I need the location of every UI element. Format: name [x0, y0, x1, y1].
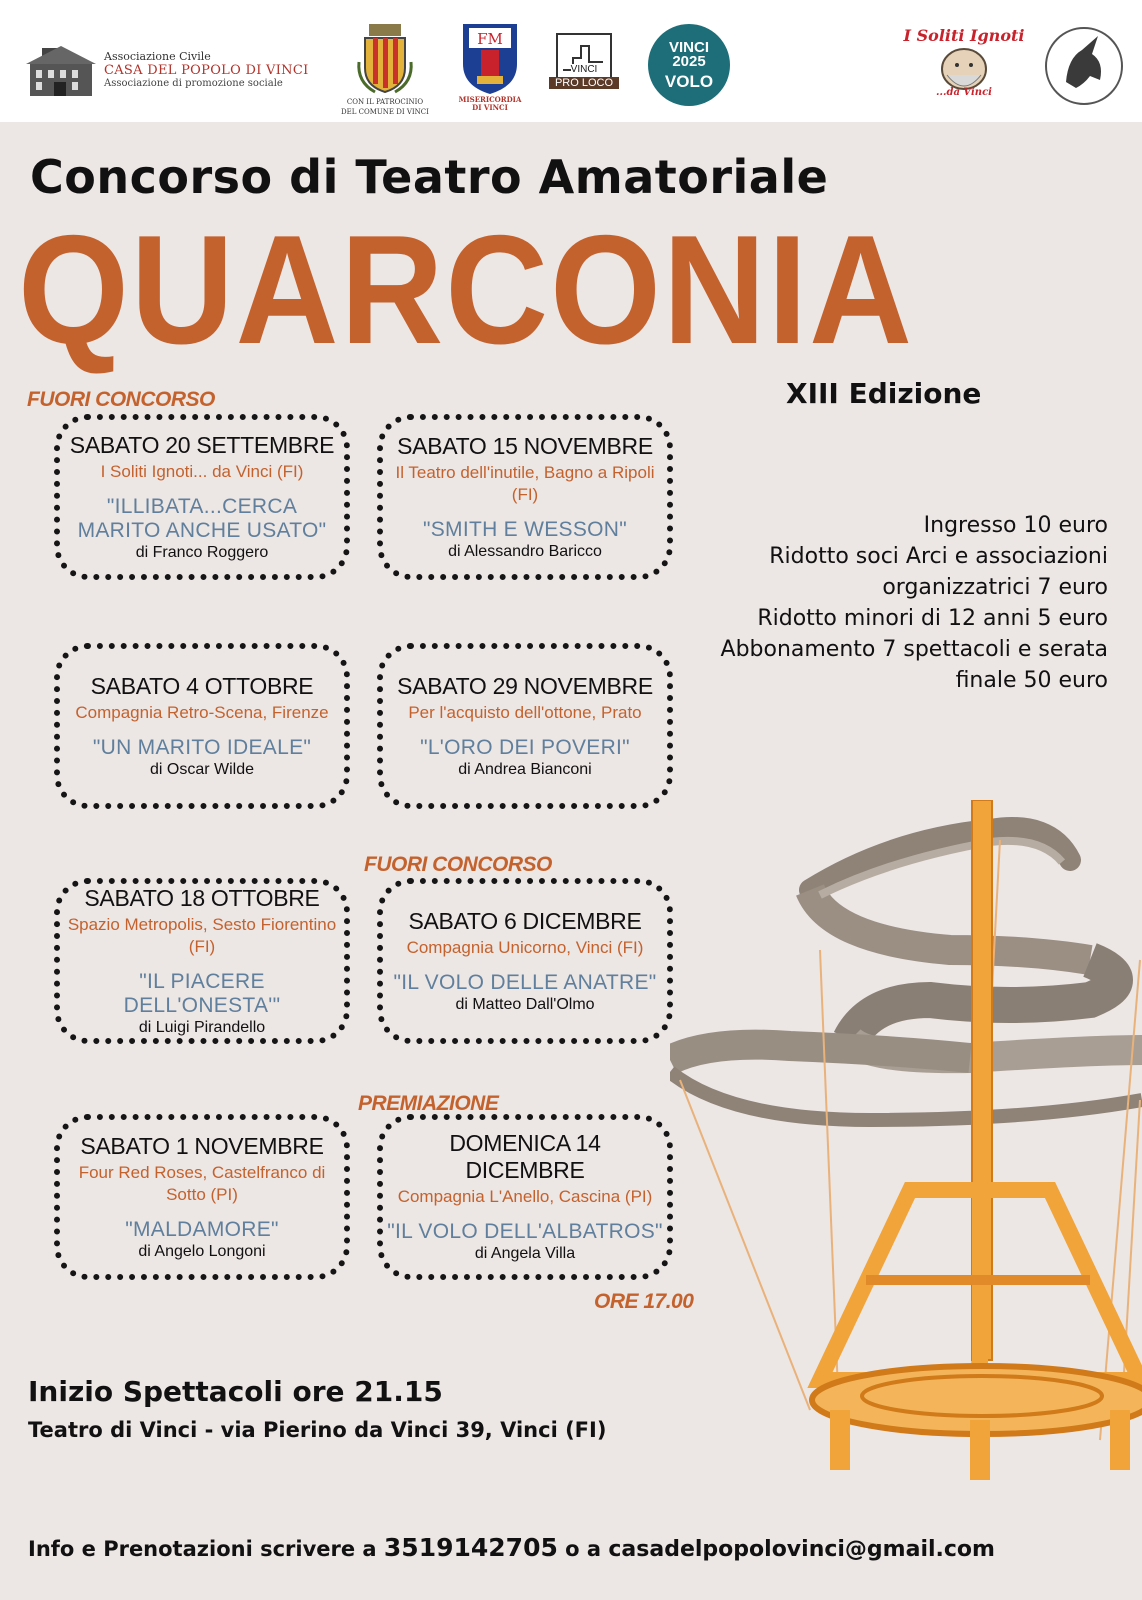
- unicorn-icon: [1042, 24, 1126, 108]
- show-play-title: "IL PIACERE DELL'ONESTA'": [123, 969, 281, 1017]
- phone-number[interactable]: 3519142705: [383, 1533, 558, 1562]
- comune-caption-1: CON IL PATROCINIO: [346, 98, 424, 106]
- price-line: Abbonamento 7 spettacoli e serata: [720, 637, 1108, 662]
- vinci2025-line1: VINCI: [668, 39, 709, 56]
- price-line: organizzatrici 7 euro: [882, 575, 1108, 600]
- casa-del-popolo-logo: [26, 40, 309, 98]
- info-line: [28, 1533, 995, 1562]
- show-play-title: "MALDAMORE": [125, 1217, 279, 1241]
- show-company: Per l'acquisto dell'ottone, Prato: [408, 702, 642, 722]
- tag-ore-17: ORE 17.00: [594, 1290, 694, 1313]
- assoc-line1: Associazione Civile: [104, 49, 211, 63]
- show-company: Four Red Roses, Castelfranco di Sotto (PI): [78, 1162, 326, 1204]
- show-card: [377, 1114, 673, 1280]
- pro-loco-logo: [546, 32, 622, 89]
- info-mid: o a: [557, 1537, 609, 1561]
- show-author: di Luigi Pirandello: [138, 1018, 266, 1036]
- show-author: di Angelo Longoni: [138, 1242, 266, 1260]
- page-title: QUARCONIA: [18, 203, 914, 376]
- show-play-title: "L'ORO DEI POVERI": [420, 735, 630, 759]
- show-author: di Matteo Dall'Olmo: [455, 995, 595, 1013]
- show-date: DOMENICA 14 DICEMBRE: [449, 1130, 601, 1183]
- leonardo-face-icon: [929, 45, 999, 91]
- pro-loco-caption: PRO LOCO: [549, 77, 619, 89]
- aerial-screw-illustration: [670, 800, 1142, 1600]
- comune-caption-2: DEL COMUNE DI VINCI: [341, 108, 429, 116]
- show-author: di Andrea Bianconi: [458, 760, 592, 778]
- show-play-title: "IL VOLO DELLE ANATRE": [393, 970, 657, 994]
- helix-blade: [670, 828, 1142, 1120]
- show-card: [54, 878, 350, 1044]
- assoc-line3: Associazione di promozione sociale: [104, 77, 283, 89]
- show-card: [377, 643, 673, 809]
- show-play-title: "ILLIBATA...CERCA MARITO ANCHE USATO": [77, 494, 327, 542]
- misericordia-caption-2: DI VINCI: [472, 103, 508, 112]
- logo-bar: [0, 0, 1142, 122]
- show-company: Il Teatro dell'inutile, Bagno a Ripoli (FI): [395, 462, 655, 504]
- soliti-title: I Soliti Ignoti: [903, 26, 1025, 45]
- show-play-title: "IL VOLO DELL'ALBATROS": [387, 1220, 663, 1243]
- show-card: [54, 1114, 350, 1280]
- soliti-ignoti-logo: [898, 26, 1030, 98]
- pro-loco-top: VINCI: [570, 64, 598, 75]
- show-card: [54, 643, 350, 809]
- tag-fuori-concorso-2: FUORI CONCORSO: [364, 853, 552, 876]
- show-date: SABATO 29 NOVEMBRE: [397, 672, 653, 699]
- show-date: SABATO 4 OTTOBRE: [90, 672, 314, 699]
- show-author: di Alessandro Baricco: [448, 542, 602, 560]
- show-date: SABATO 15 NOVEMBRE: [397, 432, 653, 459]
- show-company: Compagnia L'Anello, Cascina (PI): [397, 1187, 653, 1206]
- venue-address: Teatro di Vinci - via Pierino da Vinci 39, Vinci (FI): [28, 1418, 607, 1442]
- show-card: [377, 414, 673, 580]
- show-date: SABATO 6 DICEMBRE: [408, 907, 642, 934]
- price-line: Ingresso 10 euro: [923, 513, 1108, 538]
- show-play-title: "UN MARITO IDEALE": [92, 735, 312, 759]
- show-start-time: Inizio Spettacoli ore 21.15: [28, 1375, 443, 1408]
- show-author: di Oscar Wilde: [149, 760, 255, 778]
- coat-of-arms-icon: [355, 22, 415, 96]
- price-line: Ridotto minori di 12 anni 5 euro: [757, 606, 1108, 631]
- price-line: Ridotto soci Arci e associazioni: [769, 544, 1108, 569]
- wooden-base: [812, 1190, 1142, 1480]
- show-card: [377, 878, 673, 1044]
- show-author: di Franco Roggero: [135, 543, 269, 561]
- soliti-sub: ...da Vinci: [936, 87, 992, 98]
- show-date: SABATO 1 NOVEMBRE: [80, 1132, 324, 1159]
- edition-label: XIII Edizione: [786, 377, 982, 410]
- show-company: I Soliti Ignoti... da Vinci (FI): [100, 461, 304, 481]
- info-prefix: Info e Prenotazioni scrivere a: [28, 1537, 384, 1561]
- svg-text:FM: FM: [477, 30, 503, 48]
- show-card: [54, 414, 350, 580]
- vinci2025-line2: 2025: [672, 53, 706, 70]
- show-company: Compagnia Retro-Scena, Firenze: [75, 702, 329, 722]
- tag-fuori-concorso-1: FUORI CONCORSO: [27, 388, 215, 411]
- assoc-line2: CASA DEL POPOLO DI VINCI: [104, 62, 309, 78]
- show-date: SABATO 18 OTTOBRE: [84, 884, 320, 911]
- show-play-title: "SMITH E WESSON": [422, 517, 628, 541]
- tag-premiazione: PREMIAZIONE: [358, 1092, 499, 1115]
- price-line: finale 50 euro: [955, 668, 1108, 693]
- comune-vinci-logo: [340, 22, 430, 116]
- misericordia-logo: [452, 20, 528, 112]
- email-link[interactable]: casadelpopolovinci@gmail.com: [608, 1537, 995, 1562]
- misericordia-caption-1: MISERICORDIA: [458, 95, 522, 104]
- vinci-2025-logo: [648, 24, 730, 106]
- show-company: Spazio Metropolis, Sesto Fiorentino (FI): [67, 914, 337, 956]
- price-list: [721, 510, 1108, 696]
- misericordia-shield-icon: [459, 20, 521, 96]
- show-date: SABATO 20 SETTEMBRE: [69, 431, 335, 458]
- contest-subtitle: Concorso di Teatro Amatoriale: [30, 150, 829, 204]
- building-icon: [26, 40, 96, 98]
- show-company: Compagnia Unicorno, Vinci (FI): [406, 937, 644, 957]
- unicorno-logo: [1040, 24, 1128, 108]
- vinci2025-line3: VOLO: [664, 72, 714, 91]
- show-author: di Angela Villa: [474, 1245, 576, 1262]
